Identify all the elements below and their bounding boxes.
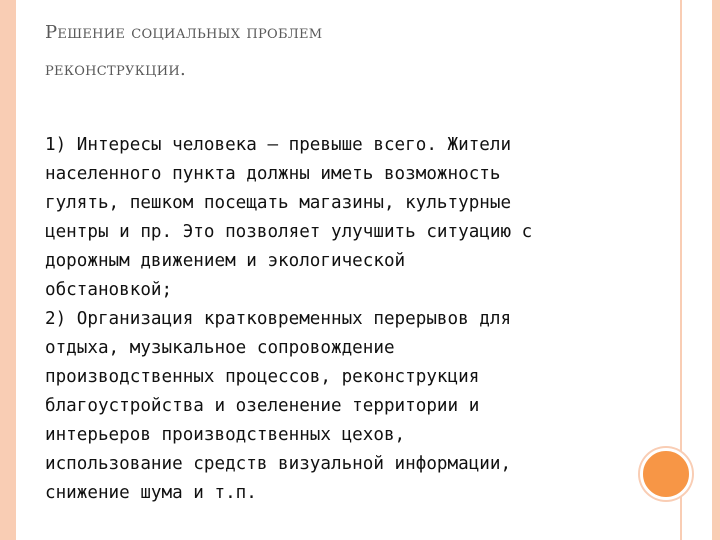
body-line: снижение шума и т.п. xyxy=(45,483,257,503)
body-line: гулять, пешком посещать магазины, культурные xyxy=(45,193,512,213)
body-line: отдыха, музыкальное сопровождение xyxy=(45,338,395,358)
body-line: центры и пр. Это позволяет улучшить ситуацию с xyxy=(45,222,533,242)
body-line: благоустройства и озеленение территории и xyxy=(45,396,480,416)
body-line: 2) Организация кратковременных перерывов для xyxy=(45,309,512,329)
body-line: интерьеров производственных цехов, xyxy=(45,425,406,445)
body-line: дорожным движением и экологической xyxy=(45,251,406,271)
body-line: обстановкой; xyxy=(45,280,173,300)
slide-title-line-2: реконструкции. xyxy=(45,59,187,80)
body-line: производственных процессов, реконструкция xyxy=(45,367,480,387)
left-frame-bar xyxy=(0,0,16,540)
body-line: 1) Интересы человека — превыше всего. Жители xyxy=(45,135,512,155)
body-line: населенного пункта должны иметь возможность xyxy=(45,164,501,184)
slide-title-line-1: Решение социальных проблем xyxy=(45,22,323,43)
right-frame-bar xyxy=(712,0,720,540)
slide-body xyxy=(45,131,645,508)
body-line: использование средств визуальной информации, xyxy=(45,454,512,474)
slide-title xyxy=(45,14,645,88)
decorative-circle xyxy=(640,448,692,500)
